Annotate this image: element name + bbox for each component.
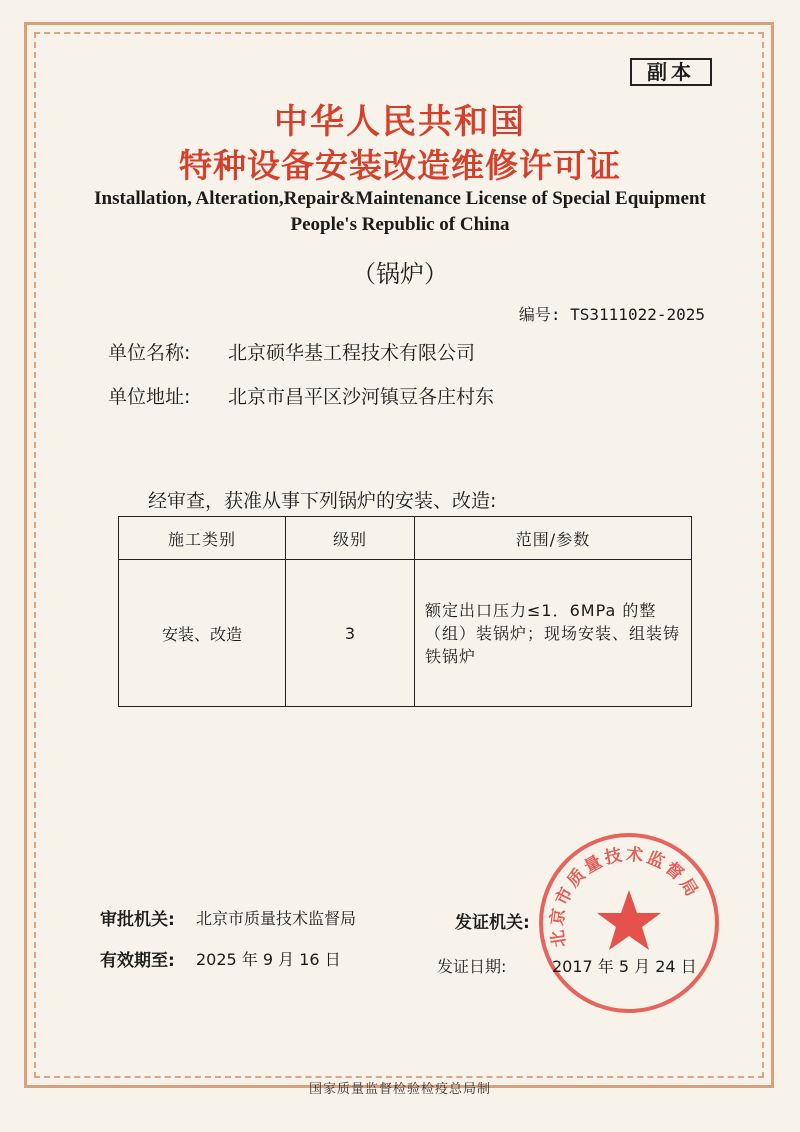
validity-label: 有效期至:: [100, 951, 175, 971]
header-scope: 范围/参数: [415, 517, 692, 560]
equipment-category: （锅炉）: [352, 260, 448, 288]
issue-date-label: 发证日期:: [437, 957, 507, 976]
unit-address-value: 北京市昌平区沙河镇豆各庄村东: [228, 386, 495, 408]
cell-type: 安装、改造: [119, 560, 286, 707]
seal-star: [597, 890, 661, 950]
unit-name-value: 北京硕华基工程技术有限公司: [228, 342, 476, 364]
license-number: [519, 302, 705, 325]
unit-name-label: 单位名称:: [108, 342, 191, 364]
header-type: 施工类别: [119, 517, 286, 560]
scope-table: [118, 516, 692, 707]
table-row: [119, 560, 692, 707]
table-header-row: [119, 517, 692, 560]
cell-level: 3: [286, 560, 415, 707]
cell-scope: 额定出口压力≤1．6MPa 的整（组）装锅炉；现场安装、组装铸铁锅炉: [415, 560, 692, 707]
issuer-label: 发证机关:: [455, 913, 530, 933]
approval-authority-value: 北京市质量技术监督局: [196, 909, 357, 928]
copy-mark: 副本: [630, 58, 712, 86]
approval-intro: 经审查，获准从事下列锅炉的安装、改造:: [148, 490, 497, 512]
header-level: 级别: [286, 517, 415, 560]
title-license: 特种设备安装改造维修许可证: [179, 146, 621, 185]
validity-value: 2025 年 9 月 16 日: [196, 950, 341, 969]
title-english: Installation, Alteration,Repair&Maintenance License of Special Equipment: [94, 188, 706, 209]
title-english-country: People's Republic of China: [290, 214, 510, 235]
approval-authority-label: 审批机关:: [100, 910, 175, 930]
issue-date-value: 2017 年 5 月 24 日: [552, 957, 697, 976]
official-seal: [534, 828, 724, 1018]
license-number-label: 编号:: [518, 305, 561, 324]
unit-address-label: 单位地址:: [108, 386, 191, 408]
license-number-value: TS3111022-2025: [570, 305, 705, 324]
issuing-bureau: 国家质量监督检验检疫总局制: [308, 1082, 491, 1097]
title-country: 中华人民共和国: [274, 102, 526, 142]
seal-text: 北京市质量技术监督局: [547, 844, 703, 949]
